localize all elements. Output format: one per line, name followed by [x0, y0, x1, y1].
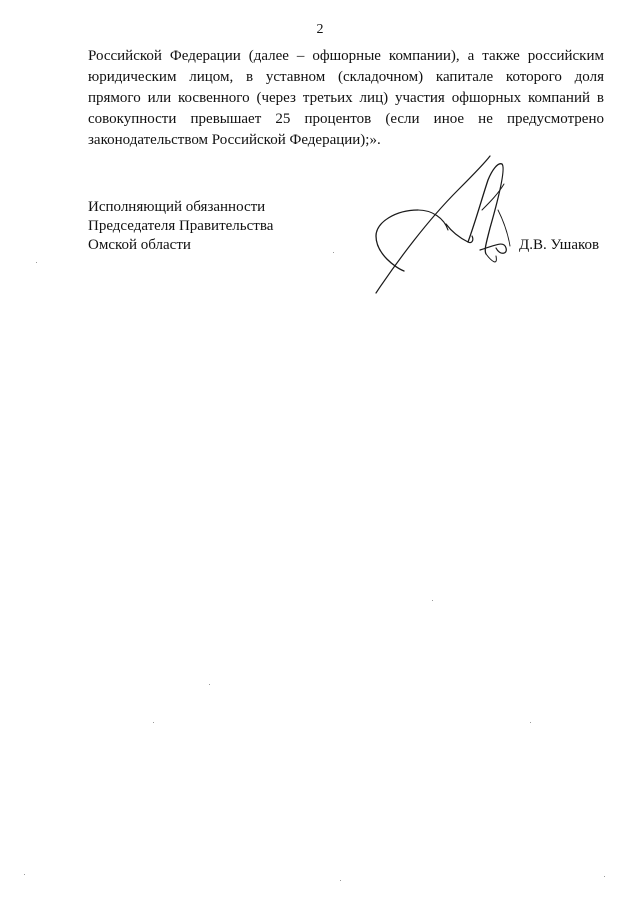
handwritten-signature-icon [368, 150, 528, 300]
body-line-2: юридическим лицом, в уставном (складочном) капитале которого доля [88, 69, 604, 85]
scan-speck [340, 880, 341, 881]
scan-speck [153, 722, 154, 723]
scan-speck [432, 600, 433, 601]
body-line-4: совокупности превышает 25 процентов (если иное не предусмотрено [88, 111, 604, 127]
signatory-position-line-3: Омской области [88, 237, 191, 253]
body-line-1: Российской Федерации (далее – офшорные компании), а также российским [88, 48, 604, 64]
body-line-3: прямого или косвенного (через третьих лиц) участия офшорных компаний в [88, 90, 604, 106]
scan-speck [604, 876, 605, 877]
page-number: 2 [316, 22, 324, 37]
signatory-position [88, 198, 273, 255]
body-line-5: законодательством Российской Федерации);». [88, 132, 381, 148]
signatory-position-line-2: Председателя Правительства [88, 218, 274, 234]
signatory-position-line-1: Исполняющий обязанности [88, 199, 266, 215]
scan-speck [333, 252, 334, 253]
scan-speck [209, 684, 210, 685]
signer-name: Д.В. Ушаков [519, 237, 600, 253]
scan-speck [24, 874, 25, 875]
scan-speck [36, 262, 37, 263]
scan-speck [530, 722, 531, 723]
body-paragraph [88, 46, 604, 151]
